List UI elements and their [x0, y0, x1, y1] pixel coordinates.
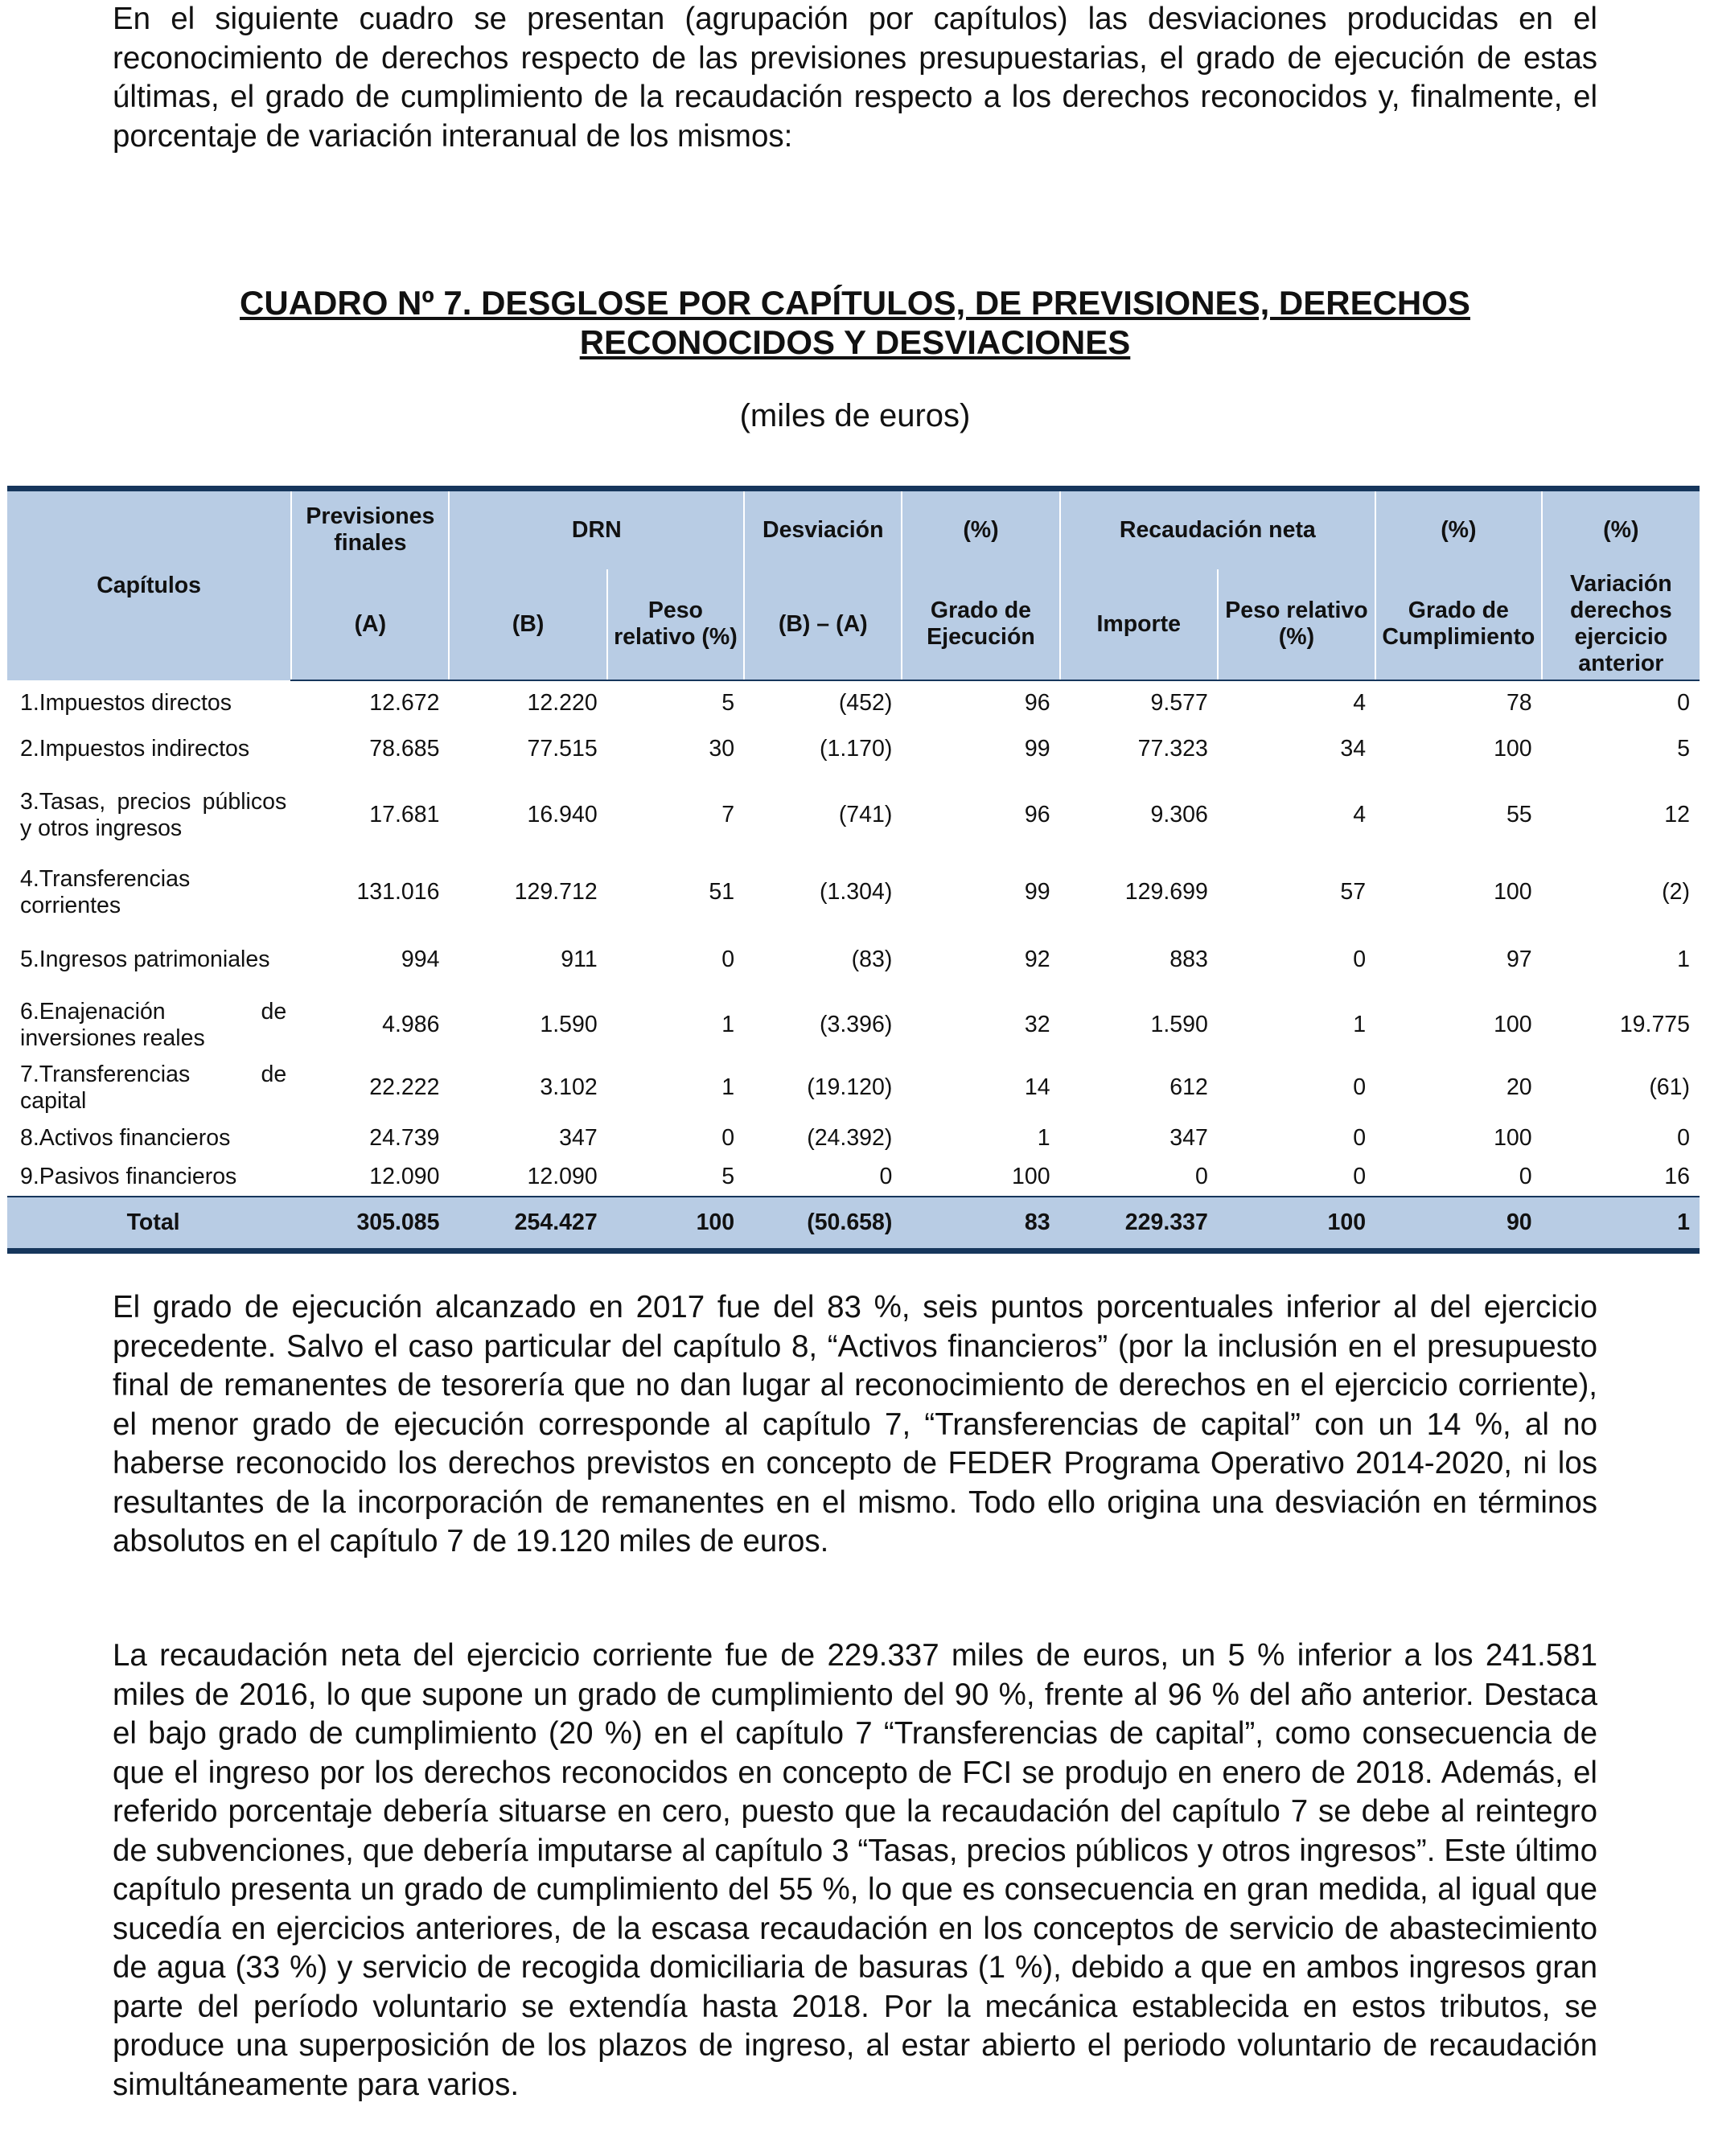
- cell-previsiones: 994: [401, 947, 440, 972]
- cell-variacion: (61): [1649, 1074, 1690, 1100]
- cell-peso-recaudacion: 4: [1353, 690, 1367, 716]
- cell-previsiones: 24.739: [369, 1125, 440, 1151]
- table-title-line1: CUADRO Nº 7. DESGLOSE POR CAPÍTULOS, DE PREVISIONES, DERECHOS: [240, 284, 1470, 322]
- total-variacion: 1: [1542, 1197, 1700, 1251]
- cell-previsiones: 17.681: [369, 802, 440, 827]
- row-capitulo: 7.Transferencias de capital: [20, 1061, 287, 1114]
- cell-peso-drn: 5: [721, 690, 735, 716]
- cell-previsiones: 22.222: [369, 1074, 440, 1100]
- cell-importe: 883: [1169, 947, 1208, 972]
- cell-peso-drn: 5: [721, 1163, 735, 1189]
- body-paragraph-recaudacion: La recaudación neta del ejercicio corriente fue de 229.337 miles de euros, un 5 % inferior a los 241.581 miles de 2016, lo que supone un grado de cumplimiento del 90 %, frente al 96 % del año anterior. Destaca el bajo grado de cumplimiento (20 %) en el capítulo 7 “Transferencias de capital”, como consecuencia de que el ingreso por los derechos reconocidos en concepto de FCI se produjo en enero de 2018. Además, el referido porcentaje debería situarse en cero, puesto que la recaudación del capítulo 7 se debe al reintegro de subvenciones, que debería imputarse al capítulo 3 “Tasas, precios públicos y otros ingresos”. Este último capítulo presenta un grado de cumplimiento del 55 %, lo que es consecuencia en gran medida, al igual que sucedía en ejercicios anteriores, de la escasa recaudación en los conceptos de servicio de abastecimiento de agua (33 %) y servicio de recogida domiciliaria de basuras (1 %), debido a que en ambos ingresos gran parte del período voluntario se extendía hasta 2018. Por la mecánica establecida en estos tributos, se produce una superposición de los plazos de ingreso, al estar abierto el periodo voluntario de recaudación simultáneamente para varios.: [113, 1638, 1597, 2102]
- cell-variacion: 1: [1677, 947, 1690, 972]
- cell-peso-recaudacion: 0: [1353, 1125, 1367, 1151]
- cell-peso-drn: 51: [709, 879, 735, 905]
- cuadro-7-table: [7, 486, 1700, 1254]
- cell-previsiones: 12.090: [369, 1163, 440, 1189]
- cell-previsiones: 12.672: [369, 690, 440, 716]
- header-pct-cumplimiento: (%): [1375, 489, 1542, 569]
- cell-variacion: 19.775: [1619, 1012, 1690, 1037]
- cell-desviacion: (1.304): [820, 879, 893, 905]
- header-grado-cumplimiento: Grado de Cumplimiento: [1375, 569, 1542, 680]
- table-row: [7, 726, 1700, 772]
- table-row: [7, 1158, 1700, 1197]
- cell-grado-cumplimiento: 78: [1506, 690, 1532, 716]
- row-capitulo: 4.Transferencias corrientes: [20, 865, 191, 918]
- row-capitulo: 8.Activos financieros: [20, 1125, 231, 1151]
- table-total-row: [7, 1197, 1700, 1251]
- cell-drn: 1.590: [540, 1012, 598, 1037]
- cell-grado-cumplimiento: 100: [1494, 879, 1532, 905]
- cell-desviacion: (452): [838, 690, 893, 716]
- cell-variacion: 0: [1677, 690, 1690, 716]
- cell-grado-cumplimiento: 0: [1519, 1163, 1532, 1189]
- row-capitulo: 6.Enajenación de inversiones reales: [20, 998, 287, 1051]
- total-label: Total: [7, 1197, 291, 1251]
- cell-drn: 347: [559, 1125, 598, 1151]
- total-grado-cumplimiento: 90: [1375, 1197, 1542, 1251]
- cell-importe: 77.323: [1137, 735, 1208, 762]
- table-row: [7, 680, 1700, 726]
- total-drn: 254.427: [449, 1197, 606, 1251]
- total-peso-drn: 100: [607, 1197, 744, 1251]
- cell-grado-cumplimiento: 20: [1506, 1074, 1532, 1100]
- header-recaudacion: Recaudación neta: [1060, 489, 1375, 569]
- cell-desviacion: (19.120): [807, 1074, 893, 1100]
- cell-importe: 9.306: [1150, 802, 1208, 827]
- cell-grado-cumplimiento: 100: [1494, 1012, 1532, 1037]
- header-importe: Importe: [1060, 569, 1218, 680]
- cell-grado-ejecucion: 32: [1024, 1012, 1050, 1037]
- cell-drn: 12.220: [527, 690, 598, 716]
- cell-grado-cumplimiento: 97: [1506, 947, 1532, 972]
- header-previsiones: Previsiones finales: [291, 489, 449, 569]
- cell-desviacion: (83): [851, 947, 893, 972]
- cell-grado-cumplimiento: 100: [1494, 1125, 1532, 1151]
- cell-variacion: 12: [1664, 802, 1690, 827]
- header-capitulos: Capítulos: [7, 489, 291, 680]
- row-capitulo: 5.Ingresos patrimoniales: [20, 947, 270, 972]
- row-capitulo: 1.Impuestos directos: [20, 689, 232, 716]
- total-previsiones: 305.085: [291, 1197, 449, 1251]
- table-title: [113, 283, 1597, 362]
- cell-variacion: 5: [1677, 735, 1690, 762]
- cell-importe: 612: [1169, 1074, 1208, 1100]
- header-peso-drn: Peso relativo (%): [607, 569, 744, 680]
- cell-grado-ejecucion: 99: [1024, 735, 1050, 762]
- cell-peso-drn: 1: [721, 1012, 735, 1037]
- header-grado-ejecucion: Grado de Ejecución: [902, 569, 1059, 680]
- table-row: [7, 1119, 1700, 1158]
- cell-desviacion: (741): [838, 802, 893, 827]
- cell-previsiones: 131.016: [356, 879, 440, 905]
- cell-peso-drn: 1: [721, 1074, 735, 1100]
- cell-previsiones: 78.685: [369, 735, 440, 762]
- cell-importe: 347: [1169, 1125, 1208, 1151]
- body-paragraph-ejecucion: El grado de ejecución alcanzado en 2017 fue del 83 %, seis puntos porcentuales inferior al del ejercicio precedente. Salvo el caso particular del capítulo 8, “Activos financieros” (por la inclusión en el presupuesto final de remanentes de tesorería que no dan lugar al reconocimiento de derechos en el ejercicio corriente), el menor grado de ejecución corresponde al capítulo 7, “Transferencias de capital” con un 14 %, al no haberse reconocido los derechos previstos en concepto de FEDER Programa Operativo 2014-2020, ni los resultantes de la incorporación de remanentes en el mismo. Todo ello origina una desviación en términos absolutos en el capítulo 7 de 19.120 miles de euros.: [113, 1290, 1597, 1558]
- total-desviacion: (50.658): [744, 1197, 902, 1251]
- cell-peso-drn: 0: [721, 1125, 735, 1151]
- row-capitulo: 9.Pasivos financieros: [20, 1163, 237, 1189]
- header-drn: DRN: [449, 489, 744, 569]
- table-units: (miles de euros): [739, 398, 971, 433]
- cell-peso-recaudacion: 0: [1353, 947, 1367, 972]
- table-row: [7, 926, 1700, 994]
- total-importe: 229.337: [1060, 1197, 1218, 1251]
- header-pct-variacion: (%): [1542, 489, 1700, 569]
- table-row: [7, 859, 1700, 926]
- cell-importe: 129.699: [1124, 879, 1208, 905]
- cell-grado-ejecucion: 100: [1012, 1163, 1050, 1189]
- cell-desviacion: (24.392): [807, 1125, 893, 1151]
- cell-desviacion: (3.396): [820, 1012, 893, 1037]
- table-row: [7, 994, 1700, 1057]
- total-peso-recaudacion: 100: [1218, 1197, 1375, 1251]
- cell-drn: 3.102: [540, 1074, 598, 1100]
- cell-importe: 0: [1194, 1163, 1208, 1189]
- cell-peso-recaudacion: 0: [1353, 1074, 1367, 1100]
- cell-drn: 12.090: [527, 1163, 598, 1189]
- cell-grado-ejecucion: 96: [1024, 690, 1050, 716]
- cell-drn: 911: [561, 947, 598, 972]
- cell-importe: 1.590: [1150, 1012, 1208, 1037]
- header-variacion: Variación derechos ejercicio anterior: [1542, 569, 1700, 680]
- header-peso-recaudacion: Peso relativo (%): [1218, 569, 1375, 680]
- cell-grado-ejecucion: 92: [1024, 947, 1050, 972]
- cell-grado-cumplimiento: 55: [1506, 802, 1532, 827]
- intro-paragraph: En el siguiente cuadro se presentan (agrupación por capítulos) las desviaciones producidas en el reconocimiento de derechos respecto de las previsiones presupuestarias, el grado de ejecución de estas últimas, el grado de cumplimiento de la recaudación respecto a los derechos reconocidos y, finalmente, el porcentaje de variación interanual de los mismos:: [113, 2, 1597, 154]
- header-pct-ejecucion: (%): [902, 489, 1059, 569]
- cell-peso-recaudacion: 4: [1353, 802, 1367, 827]
- cell-importe: 9.577: [1150, 690, 1208, 716]
- cell-peso-drn: 7: [721, 802, 735, 827]
- cell-drn: 129.712: [514, 879, 598, 905]
- cell-grado-ejecucion: 14: [1024, 1074, 1050, 1100]
- table-title-line2: RECONOCIDOS Y DESVIACIONES: [579, 323, 1131, 361]
- cell-variacion: 0: [1677, 1125, 1690, 1151]
- row-capitulo: 2.Impuestos indirectos: [20, 735, 250, 762]
- cell-desviacion: (1.170): [820, 735, 893, 762]
- cell-variacion: 16: [1664, 1163, 1690, 1189]
- cell-drn: 77.515: [527, 735, 598, 762]
- cell-peso-drn: 0: [721, 947, 735, 972]
- cell-drn: 16.940: [527, 802, 598, 827]
- cell-variacion: (2): [1662, 879, 1690, 905]
- cell-peso-recaudacion: 0: [1353, 1163, 1367, 1189]
- header-a: (A): [291, 569, 449, 680]
- header-b: (B): [449, 569, 606, 680]
- cell-peso-recaudacion: 1: [1353, 1012, 1367, 1037]
- cell-grado-ejecucion: 96: [1024, 802, 1050, 827]
- cell-peso-recaudacion: 34: [1340, 735, 1367, 762]
- cell-desviacion: 0: [879, 1163, 893, 1189]
- header-b-minus-a: (B) – (A): [744, 569, 902, 680]
- total-grado-ejecucion: 83: [902, 1197, 1059, 1251]
- table-row: [7, 1057, 1700, 1119]
- cell-peso-drn: 30: [709, 735, 735, 762]
- header-desviacion: Desviación: [744, 489, 902, 569]
- cell-grado-ejecucion: 1: [1037, 1125, 1050, 1151]
- cell-peso-recaudacion: 57: [1340, 879, 1367, 905]
- table-row: [7, 772, 1700, 859]
- cell-grado-ejecucion: 99: [1024, 879, 1050, 905]
- row-capitulo: 3.Tasas, precios públicos y otros ingresos: [20, 788, 287, 841]
- table-header-row-top: [7, 489, 1700, 569]
- cell-grado-cumplimiento: 100: [1494, 735, 1532, 762]
- cell-previsiones: 4.986: [382, 1012, 440, 1037]
